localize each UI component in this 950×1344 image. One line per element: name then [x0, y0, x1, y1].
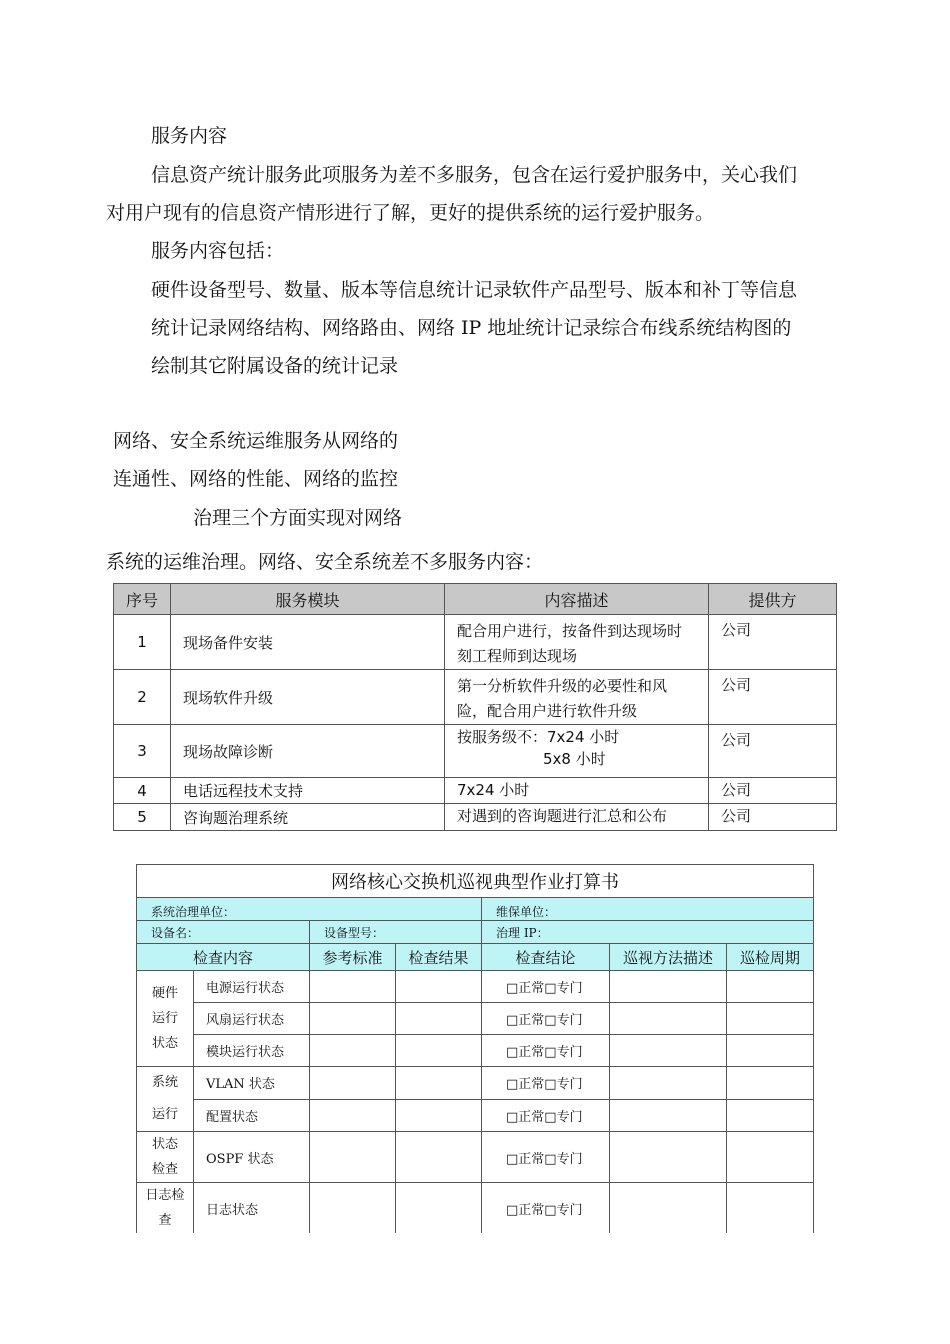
col-header-method: 巡视方法描述 — [610, 944, 727, 971]
desc-line: 第一分析软件升级的必要性和风 — [457, 677, 668, 695]
standard-cell — [310, 1183, 396, 1234]
intro-line-6: 绘制其它附属设备的统计记录 — [151, 355, 399, 377]
row-desc — [445, 670, 709, 725]
method-cell — [610, 1003, 727, 1035]
conclusion-checkbox[interactable]: □正常□专门 — [482, 1035, 610, 1067]
conclusion-checkbox[interactable]: □正常□专门 — [482, 1183, 610, 1234]
unit-field: 系统治理单位： — [137, 898, 482, 921]
table-row — [137, 1067, 814, 1100]
group-label-log — [137, 1183, 194, 1234]
col-header-content: 检查内容 — [137, 944, 310, 971]
conclusion-checkbox[interactable]: □正常□专门 — [482, 1003, 610, 1035]
col-header-no: 序号 — [114, 584, 171, 615]
check-item: 日志状态 — [194, 1183, 310, 1234]
network-line-4: 系统的运维治理。网络、安全系统差不多服务内容： — [106, 551, 544, 573]
group-label-line: 运行 — [151, 1011, 178, 1026]
method-cell — [610, 971, 727, 1003]
row-provider: 公司 — [709, 804, 837, 831]
cycle-cell — [727, 1099, 814, 1132]
method-cell — [610, 1067, 727, 1100]
check-item: OSPF 状态 — [194, 1132, 310, 1183]
group-label-line: 系统 — [151, 1075, 178, 1090]
conclusion-checkbox[interactable]: □正常□专门 — [482, 1067, 610, 1100]
col-header-module: 服务模块 — [171, 584, 445, 615]
cycle-cell — [727, 1003, 814, 1035]
col-header-standard: 参考标准 — [310, 944, 396, 971]
intro-line-3: 服务内容包括： — [151, 240, 285, 262]
standard-cell — [310, 1003, 396, 1035]
method-cell — [610, 1035, 727, 1067]
result-cell — [396, 1067, 482, 1100]
group-label-line: 状态 — [151, 1137, 178, 1152]
group-label-line: 硬件 — [151, 986, 178, 1001]
table-row — [137, 1099, 814, 1132]
desc-hours: 7x24 — [547, 728, 585, 746]
result-cell — [396, 1035, 482, 1067]
cycle-cell — [727, 971, 814, 1003]
network-line-3: 治理三个方面实现对网络 — [193, 507, 403, 529]
maint-field: 维保单位： — [482, 898, 814, 921]
result-cell — [396, 1183, 482, 1234]
table-row — [137, 1003, 814, 1035]
check-item: VLAN 状态 — [194, 1067, 310, 1100]
col-header-conclusion: 检查结论 — [482, 944, 610, 971]
group-label-line: 查 — [158, 1213, 172, 1228]
table-row — [114, 615, 837, 670]
check-item: 电源运行状态 — [194, 971, 310, 1003]
table-row — [114, 804, 837, 831]
intro-line-5: 统计记录网络结构、网络路由、网络 IP 地址统计记录综合布线系统结构图的 — [151, 317, 792, 339]
desc-unit: 小时 — [584, 728, 620, 746]
col-header-desc: 内容描述 — [445, 584, 709, 615]
cycle-cell — [727, 1067, 814, 1100]
network-line-1: 网络、安全系统运维服务从网络的 — [113, 430, 399, 452]
cycle-cell — [727, 1132, 814, 1183]
row-no: 3 — [114, 725, 171, 778]
row-no: 4 — [114, 778, 171, 804]
desc-line — [457, 748, 698, 770]
desc-line: 险，配合用户进行软件升级 — [457, 702, 638, 720]
table-row — [114, 670, 837, 725]
table-row — [137, 1035, 814, 1067]
result-cell — [396, 1132, 482, 1183]
standard-cell — [310, 1067, 396, 1100]
group-label-line: 检查 — [151, 1162, 178, 1177]
method-cell — [610, 1099, 727, 1132]
intro-line-2: 对用户现有的信息资产情形进行了解，更好的提供系统的运行爱护服务。 — [106, 202, 715, 224]
row-desc — [445, 778, 709, 804]
conclusion-checkbox[interactable]: □正常□专门 — [482, 1132, 610, 1183]
row-module: 现场软件升级 — [171, 670, 445, 725]
service-table — [113, 583, 837, 831]
group-label-line: 日志检 — [145, 1188, 185, 1203]
col-header-provider: 提供方 — [709, 584, 837, 615]
row-no: 1 — [114, 615, 171, 670]
table-row — [137, 971, 814, 1003]
standard-cell — [310, 1132, 396, 1183]
group-label-status — [137, 1132, 194, 1183]
row-module: 电话远程技术支持 — [171, 778, 445, 804]
row-provider: 公司 — [709, 615, 837, 670]
result-cell — [396, 1003, 482, 1035]
row-provider: 公司 — [709, 725, 837, 778]
cycle-cell — [727, 1183, 814, 1234]
standard-cell — [310, 1035, 396, 1067]
group-label-line: 运行 — [151, 1107, 178, 1122]
row-desc — [445, 615, 709, 670]
section-heading: 服务内容 — [151, 125, 228, 147]
method-cell — [610, 1132, 727, 1183]
desc-text: 按服务级不： — [457, 728, 548, 746]
standard-cell — [310, 971, 396, 1003]
ip-field: 治理 IP： — [482, 921, 814, 944]
row-module: 现场备件安装 — [171, 615, 445, 670]
row-provider: 公司 — [709, 778, 837, 804]
conclusion-checkbox[interactable]: □正常□专门 — [482, 971, 610, 1003]
row-module: 现场故障诊断 — [171, 725, 445, 778]
check-item: 配置状态 — [194, 1099, 310, 1132]
row-no: 2 — [114, 670, 171, 725]
col-header-result: 检查结果 — [396, 944, 482, 971]
method-cell — [610, 1183, 727, 1234]
desc-line — [457, 726, 698, 748]
row-desc: 对遇到的咨询题进行汇总和公布 — [445, 804, 709, 831]
desc-line: 刻工程师到达现场 — [457, 647, 578, 665]
inspection-table — [136, 864, 814, 1233]
device-name-field: 设备名： — [137, 921, 310, 944]
intro-line-4: 硬件设备型号、数量、版本等信息统计记录软件产品型号、版本和补丁等信息 — [151, 279, 798, 301]
table-row — [114, 725, 837, 778]
group-label-line: 状态 — [151, 1036, 178, 1051]
table-row — [137, 1132, 814, 1183]
conclusion-checkbox[interactable]: □正常□专门 — [482, 1099, 610, 1132]
check-item: 风扇运行状态 — [194, 1003, 310, 1035]
row-desc — [445, 725, 709, 778]
standard-cell — [310, 1099, 396, 1132]
table-row — [114, 778, 837, 804]
network-line-2: 连通性、网络的性能、网络的监控 — [113, 468, 399, 490]
inspection-title: 网络核心交换机巡视典型作业打算书 — [137, 865, 814, 898]
desc-unit: 小时 — [494, 781, 530, 799]
result-cell — [396, 971, 482, 1003]
device-model-field: 设备型号： — [310, 921, 482, 944]
desc-line: 配合用户进行，按备件到达现场时 — [457, 622, 683, 640]
row-no: 5 — [114, 804, 171, 831]
desc-hours: 7x24 — [457, 781, 495, 799]
cycle-cell — [727, 1035, 814, 1067]
result-cell — [396, 1099, 482, 1132]
row-module: 咨询题治理系统 — [171, 804, 445, 831]
group-label-system — [137, 1067, 194, 1132]
group-label-hardware — [137, 971, 194, 1067]
table-row — [137, 1183, 814, 1234]
col-header-cycle: 巡检周期 — [727, 944, 814, 971]
desc-hours: 5x8 — [543, 750, 571, 768]
check-item: 模块运行状态 — [194, 1035, 310, 1067]
row-provider: 公司 — [709, 670, 837, 725]
intro-line-1: 信息资产统计服务此项服务为差不多服务，包含在运行爱护服务中，关心我们 — [151, 164, 798, 186]
desc-unit: 小时 — [570, 750, 606, 768]
